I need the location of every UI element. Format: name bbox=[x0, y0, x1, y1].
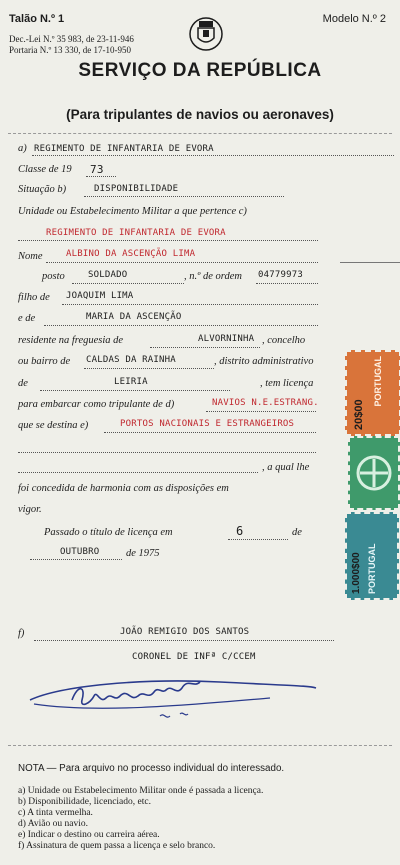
divider bbox=[8, 133, 392, 134]
field-a-value: REGIMENTO DE INFANTARIA DE EVORA bbox=[34, 144, 214, 154]
note-item: c) A tinta vermelha. bbox=[18, 808, 93, 818]
passado-label: Passado o título de licença em bbox=[44, 527, 173, 538]
sign-name: JOÃO REMIGIO DOS SANTOS bbox=[120, 627, 250, 637]
decree-line-2: Portaria N.º 13 330, de 17-10-950 bbox=[9, 45, 132, 55]
situacao-label: Situação b) bbox=[18, 184, 67, 195]
sign-rank: CORONEL DE INFª C/CCEM bbox=[132, 652, 256, 662]
box-line bbox=[340, 262, 400, 263]
bairro-value: CALDAS DA RAINHA bbox=[86, 355, 176, 365]
bairro-label: ou bairro de bbox=[18, 356, 71, 367]
page-subtitle: (Para tripulantes de navios ou aeronaves) bbox=[66, 107, 334, 122]
embarcar-value: NAVIOS N.E.ESTRANG. bbox=[212, 398, 319, 408]
filho-value: JOAQUIM LIMA bbox=[66, 291, 134, 301]
ordem-value: 04779973 bbox=[258, 270, 303, 280]
posto-label: posto bbox=[42, 271, 65, 282]
revenue-stamp-2 bbox=[348, 436, 400, 510]
classe-label: Classe de 19 bbox=[18, 164, 72, 175]
note-item: f) Assinatura de quem passa a licença e selo branco. bbox=[18, 841, 216, 851]
field-a-label: a) bbox=[18, 143, 27, 154]
note-item: e) Indicar o destino ou carreira aérea. bbox=[18, 830, 160, 840]
f-label: f) bbox=[18, 628, 25, 639]
page-title: SERVIÇO DA REPÚBLICA bbox=[78, 60, 322, 81]
stamp-3-value: 1.000$00 bbox=[351, 552, 362, 594]
destina-label: que se destina e) bbox=[18, 420, 89, 431]
harmonia-line: foi concedida de harmonia com as disposições em bbox=[18, 483, 229, 494]
embarcar-label: para embarcar como tripulante de d) bbox=[18, 399, 175, 410]
coat-of-arms-icon bbox=[188, 16, 224, 52]
unidade-label: Unidade ou Estabelecimento Militar a que pertence c) bbox=[18, 206, 247, 217]
talao-label: Talão N.º 1 bbox=[9, 13, 65, 25]
stamp-1-value: 20$00 bbox=[353, 399, 365, 430]
stamp-emblem-icon bbox=[350, 438, 398, 508]
nome-value: ALBINO DA ASCENÇÃO LIMA bbox=[66, 249, 196, 259]
note-item: a) Unidade ou Estabelecimento Militar onde é passada a licença. bbox=[18, 786, 264, 796]
de2-label: de bbox=[292, 527, 302, 538]
stamp-1-country: PORTUGAL bbox=[373, 356, 383, 407]
situacao-value: DISPONIBILIDADE bbox=[94, 184, 179, 194]
concelho-label: , concelho bbox=[262, 335, 306, 346]
modelo-label: Modelo N.º 2 bbox=[322, 13, 386, 25]
mae-label: e de bbox=[18, 313, 36, 324]
de-label: de bbox=[18, 378, 28, 389]
qual-label: , a qual lhe bbox=[262, 462, 310, 473]
revenue-stamp-1 bbox=[345, 350, 400, 436]
classe-value: 73 bbox=[90, 163, 104, 176]
stamp-3-country: PORTUGAL bbox=[367, 543, 377, 594]
mae-value: MARIA DA ASCENÇÃO bbox=[86, 312, 182, 322]
unidade-value: REGIMENTO DE INFANTARIA DE EVORA bbox=[46, 228, 226, 238]
note-item: d) Avião ou navio. bbox=[18, 819, 89, 829]
de-value: LEIRIA bbox=[114, 377, 148, 387]
distrito-label: , distrito administrativo bbox=[214, 356, 314, 367]
year-label: de 1975 bbox=[126, 548, 160, 559]
ordem-label: , n.º de ordem bbox=[184, 271, 242, 282]
note-item: b) Disponibilidade, licenciado, etc. bbox=[18, 797, 151, 807]
nota-line: NOTA — Para arquivo no processo individual do interessado. bbox=[18, 763, 285, 774]
handwritten-signature bbox=[20, 664, 320, 724]
decree-line-1: Dec.-Lei N.º 35 983, de 23-11-946 bbox=[9, 34, 134, 44]
vigor-label: vigor. bbox=[18, 504, 42, 515]
freguesia-value: ALVORNINHA bbox=[198, 334, 255, 344]
licenca-label: , tem licença bbox=[260, 378, 314, 389]
filho-label: filho de bbox=[18, 292, 50, 303]
freguesia-label: residente na freguesia de bbox=[18, 335, 124, 346]
nome-label: Nome bbox=[18, 251, 43, 262]
divider-bottom bbox=[8, 745, 392, 746]
posto-value: SOLDADO bbox=[88, 270, 128, 280]
month-value: OUTUBRO bbox=[60, 547, 100, 557]
passado-day: 6 bbox=[236, 524, 244, 538]
revenue-stamp-3 bbox=[345, 512, 399, 600]
destina-value: PORTOS NACIONAIS E ESTRANGEIROS bbox=[120, 419, 295, 429]
